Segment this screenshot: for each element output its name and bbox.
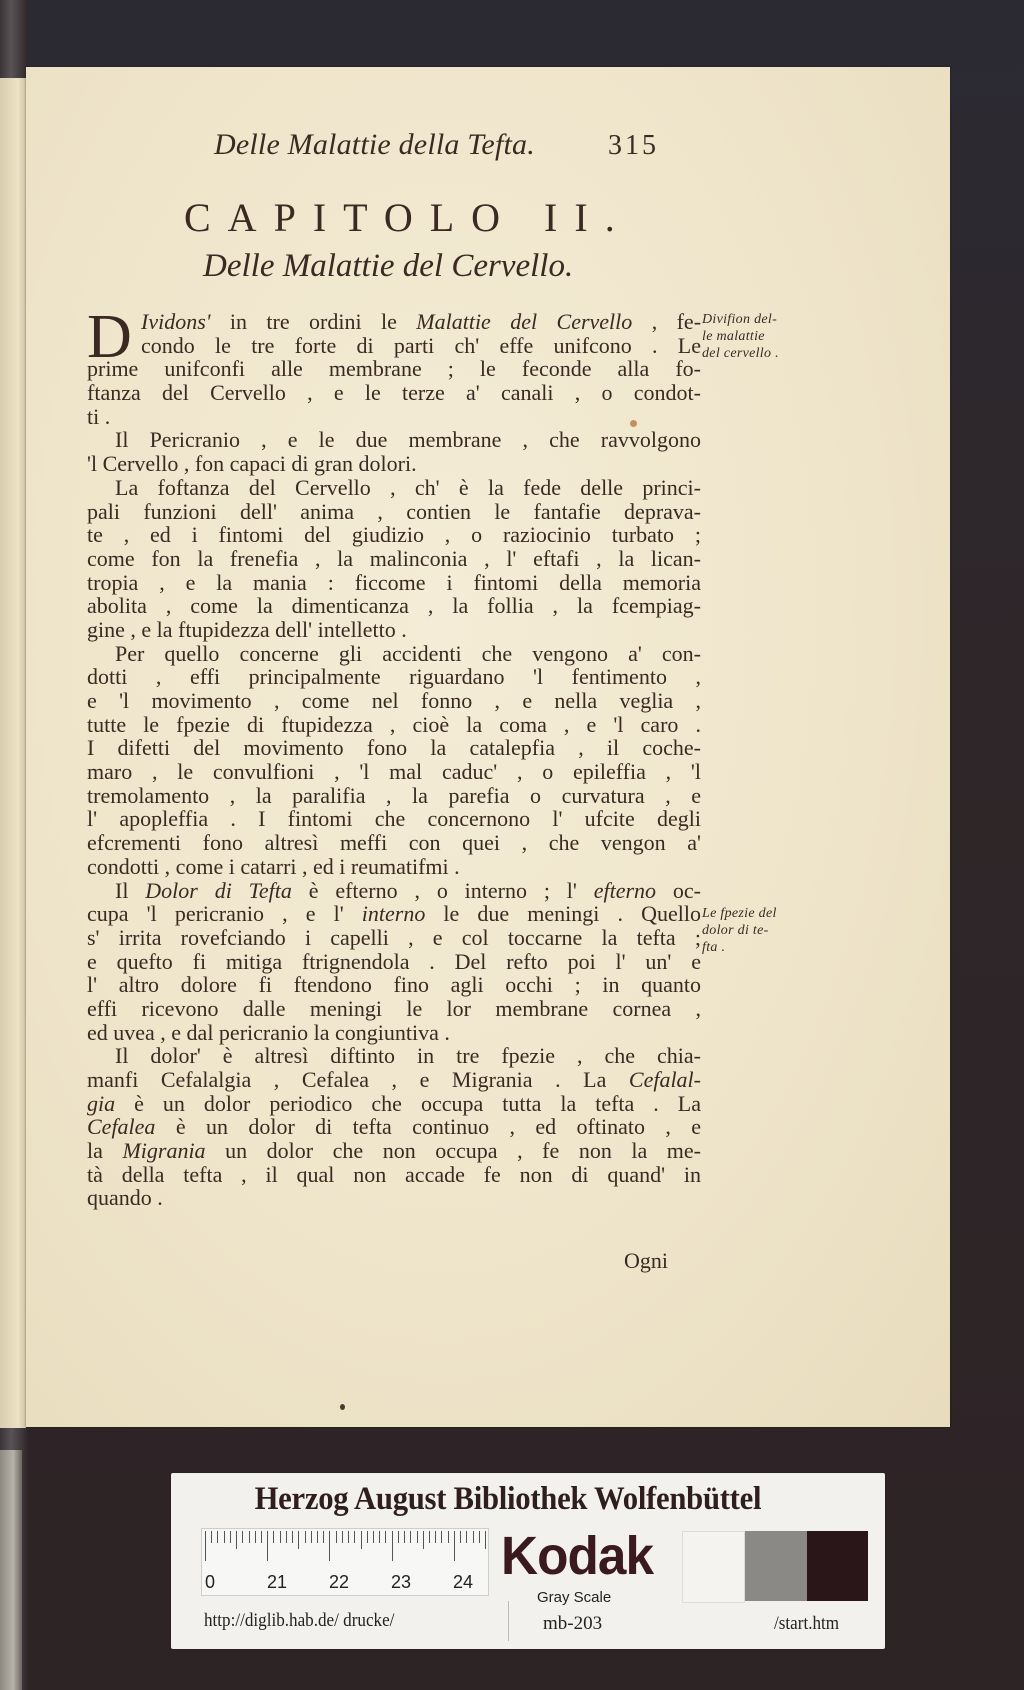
catchword: Ogni — [624, 1248, 668, 1273]
text-segment: efcrementi fono altresì meffi con quei , che vengon a' — [87, 830, 701, 856]
margin-note-line: dolor di te- — [702, 923, 769, 938]
text-segment: Il — [115, 877, 146, 903]
text-line — [87, 760, 701, 784]
library-label-card — [171, 1473, 885, 1649]
italic-text: interno — [361, 901, 426, 927]
text-segment: ftanza del Cervello , e le terze a' canali , o condot- — [87, 380, 701, 406]
ruler-tick — [373, 1531, 374, 1543]
text-line — [87, 784, 701, 808]
ruler-tick — [273, 1531, 274, 1543]
ruler-tick — [298, 1531, 299, 1549]
ruler-tick — [242, 1531, 243, 1543]
text-line — [87, 452, 701, 476]
ruler-tick — [230, 1531, 231, 1543]
ruler-tick — [211, 1531, 212, 1543]
ruler-label: 22 — [329, 1572, 350, 1592]
margin-note — [702, 905, 812, 956]
text-segment: abolita , come la dimenticanza , la follia , la fcempiag- — [87, 593, 701, 619]
text-segment: La foftanza del Cervello , ch' è la fede delle princi- — [115, 474, 701, 500]
margin-note — [702, 311, 812, 362]
text-line — [87, 381, 701, 405]
text-line — [87, 1092, 701, 1116]
ruler-tick — [224, 1531, 225, 1543]
text-segment: prime unifconfi alle membrane ; le feconde alla fo- — [87, 356, 701, 382]
ruler-tick — [292, 1531, 293, 1543]
ruler-tick — [342, 1531, 343, 1543]
gray-scale-caption: Gray Scale — [537, 1589, 612, 1606]
text-line — [87, 428, 701, 452]
ruler-tick — [261, 1531, 262, 1543]
ruler-tick — [417, 1531, 418, 1543]
ruler-label: 0 — [205, 1572, 216, 1592]
ruler-tick — [473, 1531, 474, 1543]
text-segment: Per quello concerne gli accidenti che vengono a' con- — [115, 640, 701, 666]
text-line — [87, 665, 701, 689]
text-line — [87, 1163, 701, 1187]
text-line — [87, 902, 701, 926]
ruler-tick — [323, 1531, 324, 1543]
margin-note-line: fta . — [702, 940, 726, 955]
text-line — [87, 807, 701, 831]
text-line — [87, 547, 701, 571]
ruler-label: 24 — [453, 1572, 474, 1592]
text-segment: tà della tefta , il qual non accade fe non di quand' in — [87, 1161, 701, 1187]
ruler-label: 23 — [391, 1572, 412, 1592]
italic-text: Cefalea — [87, 1114, 156, 1140]
ruler-tick — [317, 1531, 318, 1543]
margin-note-line: Le fpezie del — [702, 906, 777, 921]
ruler-tick — [485, 1531, 486, 1549]
ruler-tick — [460, 1531, 461, 1543]
text-line — [87, 1044, 701, 1068]
url-prefix: http://diglib.hab.de/ drucke/ — [204, 1610, 395, 1631]
chapter-title: CAPITOLO II. — [184, 195, 632, 240]
ruler-tick — [404, 1531, 405, 1543]
ruler-tick — [479, 1531, 480, 1543]
ruler-tick — [305, 1531, 306, 1543]
ruler-tick — [429, 1531, 430, 1543]
binding-edge — [0, 1450, 22, 1690]
text-segment: e quefto fi mitiga ftrignendola . Del refto poi l' un' e — [87, 948, 701, 974]
text-line — [87, 357, 701, 381]
ruler-tick — [385, 1531, 386, 1543]
ruler-labels — [202, 1571, 488, 1593]
text-segment: è un dolor di tefta continuo , ed oftinato , e — [155, 1114, 701, 1140]
gray-swatch — [745, 1531, 806, 1601]
text-line — [87, 310, 701, 334]
text-segment: tropia , e la mania : ficcome i fintomi della memoria — [87, 569, 701, 595]
text-lines — [87, 303, 702, 1211]
drop-cap: D — [87, 303, 132, 371]
text-segment: gine , e la ftupidezza dell' intelletto . — [87, 616, 407, 642]
ruler-tick — [329, 1531, 330, 1561]
ruler-tick — [336, 1531, 337, 1543]
text-line — [87, 1115, 701, 1139]
italic-text: efterno — [593, 877, 657, 903]
text-segment: , fe- — [632, 309, 702, 334]
text-segment: oc- — [656, 877, 701, 903]
text-segment: te , ed i fintomi del giudizio , o raziocinio turbato ; — [87, 522, 701, 548]
margin-note-line: Divifion del- — [702, 312, 778, 327]
chapter-subtitle: Delle Malattie del Cervello. — [203, 248, 574, 284]
text-segment: condotti , come i catarri , ed i reumatifmi . — [87, 853, 460, 879]
ruler-tick — [286, 1531, 287, 1543]
text-segment: è efterno , o interno ; l' — [291, 877, 594, 903]
text-line — [87, 855, 701, 879]
ruler-tick — [354, 1531, 355, 1543]
label-divider — [508, 1601, 509, 1641]
text-line — [87, 736, 701, 760]
margin-note-line: le malattie — [702, 329, 765, 344]
text-segment: dotti , effi principalmente riguardano 'l fentimento , — [87, 664, 701, 690]
paper-stain — [630, 420, 637, 427]
ruler-label: 21 — [267, 1572, 288, 1592]
text-line — [87, 713, 701, 737]
gray-swatch — [682, 1531, 745, 1603]
ruler-tick — [280, 1531, 281, 1543]
text-segment: manfi Cefalalgia , Cefalea , e Migrania . La — [87, 1067, 629, 1092]
text-segment: tremolamento , la paralifia , la parefia o curvatura , e — [87, 782, 701, 808]
text-segment: I difetti del movimento fono la catalepfia , il coche- — [87, 735, 701, 761]
ruler-tick — [255, 1531, 256, 1543]
text-line — [87, 926, 701, 950]
text-segment: s' irrita rovefciando i capelli , e col toccarne la tefta ; — [87, 924, 701, 950]
kodak-logo: Kodak — [501, 1526, 654, 1586]
ruler-tick — [217, 1531, 218, 1543]
text-segment: l' altro dolore fi ftendono fino agli occhi ; in quanto — [87, 972, 701, 998]
text-segment: condo le tre forte di parti ch' effe unifcono . Le — [141, 332, 701, 358]
text-segment: ti . — [87, 403, 111, 429]
ruler-tick — [441, 1531, 442, 1543]
text-segment: è un dolor periodico che occupa tutta la tefta . La — [115, 1090, 701, 1116]
library-name: Herzog August Bibliothek Wolfenbüttel — [254, 1481, 762, 1517]
text-line — [87, 997, 701, 1021]
text-line — [87, 523, 701, 547]
text-segment: le due meningi . Quello — [425, 901, 701, 927]
ruler-tick — [423, 1531, 424, 1549]
text-line — [87, 500, 701, 524]
text-segment: 'l Cervello , fon capaci di gran dolori. — [87, 451, 417, 477]
ruler-tick — [267, 1531, 268, 1561]
text-segment: cupa 'l pericranio , e l' — [87, 901, 362, 927]
italic-text: Dolor di Tefta — [145, 877, 292, 903]
ruler-tick — [454, 1531, 455, 1561]
ruler-tick — [205, 1531, 206, 1561]
text-line — [87, 476, 701, 500]
text-segment: ed uvea , e dal pericranio la congiuntiva . — [87, 1019, 450, 1045]
ruler-ticks — [205, 1531, 485, 1561]
italic-text: Malattie del Cervello — [416, 309, 633, 334]
ruler-tick — [435, 1531, 436, 1543]
ruler-tick — [398, 1531, 399, 1543]
italic-text: Cefalal- — [628, 1067, 701, 1092]
text-line — [87, 950, 701, 974]
text-segment: Il Pericranio , e le due membrane , che ravvolgono — [115, 427, 701, 453]
ruler-tick — [367, 1531, 368, 1543]
ruler-scale — [201, 1528, 489, 1596]
text-segment: effi ricevono dalle meningi le lor membrane cornea , — [87, 995, 701, 1021]
ruler-tick — [348, 1531, 349, 1543]
text-segment: come fon la frenefia , la malinconia , l' eftafi , la lican- — [87, 545, 701, 571]
ruler-tick — [448, 1531, 449, 1543]
page-number: 315 — [608, 130, 659, 161]
text-segment: l' apopleffia . I fintomi che concernono l' ufcite degli — [87, 806, 701, 832]
text-line — [87, 1021, 701, 1045]
text-segment: pali funzioni dell' anima , contien le fantafie deprava- — [87, 498, 701, 524]
margin-note-line: del cervello . — [702, 346, 779, 361]
italic-text: gia — [87, 1090, 116, 1116]
text-segment: maro , le convulfioni , 'l mal caduc' , o epileffia , 'l — [87, 759, 701, 785]
text-segment: un dolor che non occupa , fe non la me- — [205, 1138, 701, 1164]
ruler-tick — [466, 1531, 467, 1543]
text-line — [87, 334, 701, 358]
ruler-tick — [361, 1531, 362, 1549]
ruler-tick — [311, 1531, 312, 1543]
text-line — [87, 405, 701, 429]
url-suffix: /start.htm — [774, 1613, 840, 1634]
ruler-tick — [379, 1531, 380, 1543]
ruler-tick — [249, 1531, 250, 1543]
text-line — [87, 571, 701, 595]
call-number: mb-203 — [543, 1613, 603, 1634]
gray-scale-swatches — [682, 1531, 868, 1601]
running-head: Delle Malattie della Tefta. — [214, 128, 535, 161]
text-line — [87, 594, 701, 618]
text-segment: in tre ordini le — [210, 309, 417, 334]
text-line — [87, 689, 701, 713]
text-line — [87, 973, 701, 997]
text-line — [87, 831, 701, 855]
italic-text: Ividons' — [141, 309, 211, 334]
italic-text: Migrania — [122, 1138, 206, 1164]
text-segment: e 'l movimento , come nel fonno , e nella veglia , — [87, 688, 701, 713]
text-line — [87, 618, 701, 642]
text-line — [87, 642, 701, 666]
previous-page-edge — [0, 78, 26, 1428]
text-line — [87, 1068, 701, 1092]
body-text — [87, 303, 702, 1211]
text-line — [87, 1139, 701, 1163]
text-segment: quando . — [87, 1185, 163, 1211]
ruler-tick — [392, 1531, 393, 1561]
text-line — [87, 1186, 701, 1210]
text-segment: tutte le fpezie di ftupidezza , cioè la coma , e 'l caro . — [87, 711, 701, 737]
text-line — [87, 879, 701, 903]
text-segment: Il dolor' è altresì diftinto in tre fpezie , che chia- — [115, 1043, 701, 1069]
ruler-tick — [410, 1531, 411, 1543]
gray-swatch — [807, 1531, 868, 1601]
text-segment: la — [87, 1138, 123, 1164]
ruler-tick — [236, 1531, 237, 1549]
paper-speck — [340, 1404, 345, 1410]
